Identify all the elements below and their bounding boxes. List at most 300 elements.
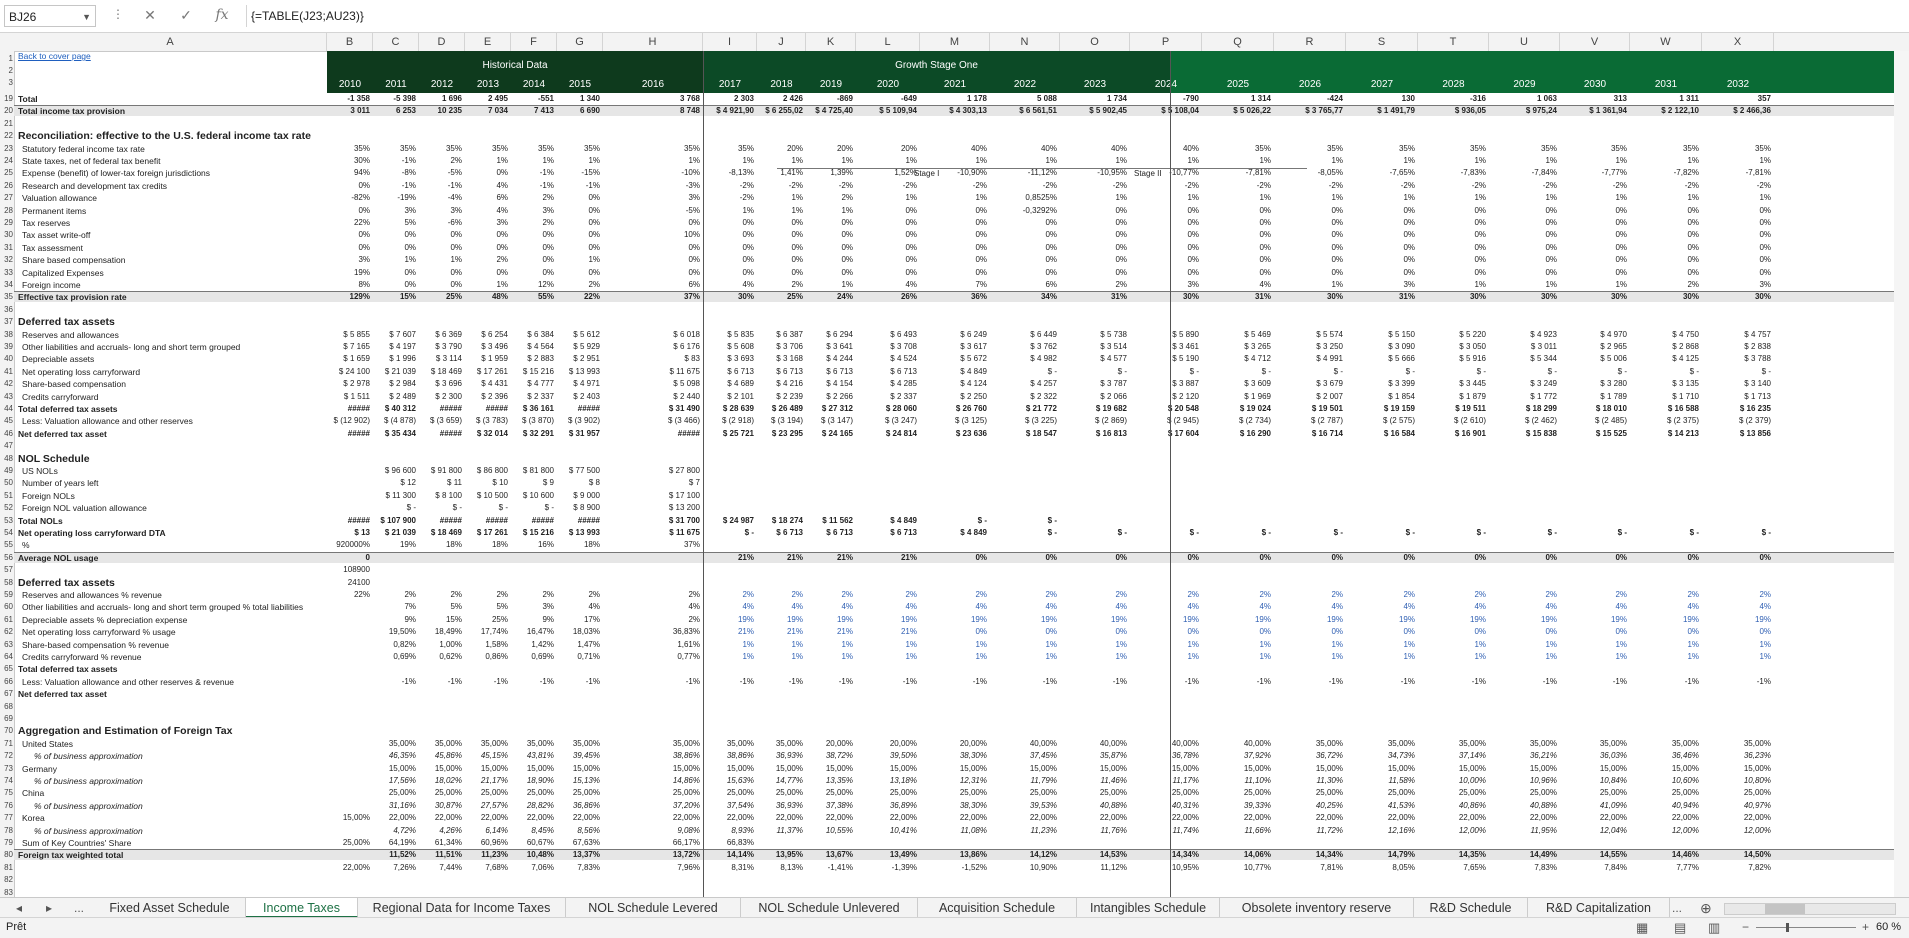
cell[interactable]: $ 3 399 <box>1388 379 1415 389</box>
row-number[interactable]: 31 <box>4 242 13 252</box>
column-header-f[interactable]: F <box>511 33 557 51</box>
cell[interactable]: 1% <box>841 639 853 649</box>
cell[interactable]: $ 4 970 <box>1600 329 1627 339</box>
cell[interactable]: 8,13% <box>780 862 803 872</box>
cell[interactable]: 0% <box>1687 230 1699 240</box>
cell[interactable]: $ 1 659 <box>343 354 370 364</box>
cell[interactable]: 13,72% <box>672 850 700 860</box>
cell[interactable]: $ 11 562 <box>822 515 853 525</box>
cell[interactable]: 35,00% <box>572 738 600 748</box>
cell[interactable]: 37,92% <box>1243 751 1271 761</box>
cell[interactable]: $ - <box>1333 366 1343 376</box>
cell[interactable]: 0% <box>791 255 803 265</box>
cell[interactable]: 37,45% <box>1029 751 1057 761</box>
cell[interactable]: $ (3 194) <box>770 416 803 426</box>
cell[interactable]: 108900 <box>343 565 370 575</box>
cell[interactable]: 35,00% <box>526 738 554 748</box>
column-header-j[interactable]: J <box>757 33 806 51</box>
column-header-w[interactable]: W <box>1630 33 1702 51</box>
cell[interactable]: $ 1 959 <box>481 354 508 364</box>
cell[interactable]: 0% <box>1115 218 1127 227</box>
cell[interactable]: 0% <box>1615 627 1627 637</box>
cell[interactable]: 1% <box>1115 193 1127 203</box>
cell[interactable]: 0% <box>742 267 754 277</box>
cell[interactable]: $ 5 916 <box>1459 354 1486 364</box>
cell[interactable]: -82% <box>351 193 370 203</box>
cell[interactable]: -5% <box>447 168 462 178</box>
cell[interactable]: 25,00% <box>526 788 554 798</box>
cell[interactable]: 35% <box>537 143 554 153</box>
row-number[interactable]: 26 <box>4 180 13 190</box>
row-number[interactable]: 30 <box>4 230 13 240</box>
cell[interactable]: 0% <box>1403 255 1415 265</box>
cell[interactable]: 40,88% <box>1529 800 1557 810</box>
cell[interactable]: 35,00% <box>1315 738 1343 748</box>
cell[interactable]: 13,37% <box>572 850 600 860</box>
cell[interactable]: 0% <box>742 242 754 252</box>
cell[interactable]: $ 5 666 <box>1388 354 1415 364</box>
cell[interactable]: ##### <box>485 515 508 525</box>
cell[interactable]: $ 3 790 <box>435 342 462 351</box>
cell[interactable]: 0% <box>1115 242 1127 252</box>
cell[interactable]: 2% <box>841 193 853 203</box>
cell[interactable]: -6% <box>447 218 462 227</box>
cell[interactable]: 2% <box>905 590 917 599</box>
cell[interactable]: $ 6 561,51 <box>1019 106 1057 116</box>
cell[interactable]: $ 31 700 <box>668 515 700 525</box>
row-number[interactable]: 68 <box>4 701 13 711</box>
cell[interactable]: $ 2 266 <box>826 391 853 401</box>
cell[interactable]: $ 21 772 <box>1025 404 1057 413</box>
cell[interactable]: $ 3 135 <box>1672 379 1699 389</box>
cell[interactable]: $ 4 777 <box>527 379 554 389</box>
cell[interactable]: $ - <box>498 503 508 513</box>
cell[interactable]: 1% <box>1615 193 1627 203</box>
cell[interactable]: 0% <box>1259 552 1271 562</box>
cell[interactable]: 12,31% <box>959 776 987 785</box>
cell[interactable]: 40,31% <box>1171 800 1199 810</box>
cell[interactable]: -2% <box>1542 180 1557 190</box>
cell[interactable]: 0% <box>358 230 370 240</box>
cell[interactable]: 0% <box>1045 242 1057 252</box>
cell[interactable]: 4% <box>1545 602 1557 612</box>
cell[interactable]: 20% <box>836 143 853 153</box>
cell[interactable]: 11,52% <box>389 850 416 860</box>
cell[interactable]: 14,46% <box>1671 850 1699 860</box>
cell[interactable]: $ 3 887 <box>1172 379 1199 389</box>
cell[interactable]: -7,83% <box>1460 168 1486 178</box>
cell[interactable]: 19% <box>737 614 754 624</box>
cell[interactable]: $ (2 734) <box>1238 416 1271 426</box>
cell[interactable]: $ 7 165 <box>343 342 370 351</box>
cell[interactable]: $ 7 607 <box>389 329 416 339</box>
cell[interactable]: -1% <box>1756 676 1771 686</box>
cell[interactable]: $ 4 689 <box>727 379 754 389</box>
cell[interactable]: $ 23 295 <box>771 428 803 438</box>
cell[interactable]: $ 1 996 <box>389 354 416 364</box>
cell[interactable]: 0% <box>1687 552 1699 562</box>
cell[interactable]: 0% <box>975 627 987 637</box>
cell[interactable]: 0% <box>404 280 416 289</box>
cell[interactable]: 0% <box>1187 627 1199 637</box>
row-number[interactable]: 46 <box>4 428 13 438</box>
cell[interactable]: 35,00% <box>1458 738 1486 748</box>
cell[interactable]: 1% <box>975 652 987 661</box>
cell[interactable]: $ 16 813 <box>1095 428 1127 438</box>
cell[interactable]: 0% <box>588 218 600 227</box>
cell[interactable]: 7,84% <box>1604 862 1627 872</box>
cell[interactable]: 1% <box>1403 156 1415 165</box>
cell[interactable]: ##### <box>439 404 462 413</box>
name-box[interactable] <box>4 5 96 27</box>
cell[interactable]: $ 13 993 <box>568 528 600 537</box>
cell[interactable]: 35% <box>399 143 416 153</box>
cell[interactable]: 8,93% <box>731 825 754 835</box>
cell[interactable]: 18% <box>445 540 462 550</box>
cell[interactable]: $ 10 500 <box>476 490 508 500</box>
cell[interactable]: 22,00% <box>726 813 754 823</box>
cell[interactable]: $ 18 469 <box>430 366 462 376</box>
cell[interactable]: 11,76% <box>1100 825 1127 835</box>
cell[interactable]: 22,00% <box>434 813 462 823</box>
cell[interactable]: 37% <box>683 292 700 302</box>
cell[interactable]: 15,00% <box>1243 763 1271 773</box>
cell[interactable]: $ - <box>1547 528 1557 537</box>
sheet-tab[interactable]: Intangibles Schedule <box>1077 898 1220 918</box>
cell[interactable]: $ 4 982 <box>1030 354 1057 364</box>
cell[interactable]: 0% <box>1759 627 1771 637</box>
cell[interactable]: 15,00% <box>434 763 462 773</box>
cell[interactable]: 1% <box>1259 156 1271 165</box>
cell[interactable]: $ 2 838 <box>1744 342 1771 351</box>
sheet-grid[interactable] <box>14 51 1894 897</box>
cell[interactable]: $ 3 641 <box>826 342 853 351</box>
cell[interactable]: 36% <box>970 292 987 302</box>
cell[interactable]: 13,95% <box>775 850 803 860</box>
cell[interactable]: 22,00% <box>1458 813 1486 823</box>
cell[interactable]: 0% <box>1331 627 1343 637</box>
cell[interactable]: ##### <box>347 428 370 438</box>
cell[interactable]: $ 6 713 <box>776 528 803 537</box>
cell[interactable]: 22,00% <box>825 813 853 823</box>
cell[interactable]: 0% <box>905 205 917 215</box>
cell[interactable]: 6,14% <box>485 825 508 835</box>
cell[interactable]: 0% <box>742 255 754 265</box>
cell[interactable]: 129% <box>349 292 370 302</box>
cell[interactable]: 40% <box>970 143 987 153</box>
row-number[interactable]: 39 <box>4 342 13 351</box>
cell[interactable]: $ (2 485) <box>1594 416 1627 426</box>
cell[interactable]: 17,56% <box>388 776 416 785</box>
cell[interactable]: 2% <box>496 590 508 599</box>
cell[interactable]: 0% <box>1403 267 1415 277</box>
row-number[interactable]: 80 <box>4 850 13 860</box>
cell[interactable]: $ 3 788 <box>1744 354 1771 364</box>
cell[interactable]: $ 10 600 <box>522 490 554 500</box>
cell[interactable]: 22,00% <box>1599 813 1627 823</box>
cell[interactable]: 1 311 <box>1679 94 1699 103</box>
cell[interactable]: 2% <box>588 590 600 599</box>
cell[interactable]: 15,00% <box>726 763 754 773</box>
cell[interactable]: $ (2 462) <box>1524 416 1557 426</box>
row-number[interactable]: 23 <box>4 143 13 153</box>
cell[interactable]: 3% <box>450 205 462 215</box>
cell[interactable]: 25,00% <box>1458 788 1486 798</box>
cell[interactable]: $ 1 491,79 <box>1377 106 1415 116</box>
horizontal-scrollbar[interactable] <box>1724 903 1896 915</box>
cell[interactable]: 1% <box>1187 156 1199 165</box>
cell[interactable]: 25,00% <box>1671 788 1699 798</box>
cell[interactable]: 37,38% <box>825 800 853 810</box>
cell[interactable]: 2% <box>450 156 462 165</box>
row-number[interactable]: 58 <box>4 577 13 587</box>
cell[interactable]: $ - <box>1117 366 1127 376</box>
cell[interactable]: 1% <box>1259 652 1271 661</box>
cell[interactable]: 1 178 <box>966 94 987 103</box>
cell[interactable]: -1% <box>1328 676 1343 686</box>
cell[interactable]: -1% <box>401 676 416 686</box>
cell[interactable]: $ 5 835 <box>727 329 754 339</box>
row-number[interactable]: 38 <box>4 329 13 339</box>
column-header-l[interactable]: L <box>856 33 920 51</box>
row-number[interactable]: 20 <box>4 106 13 116</box>
cell[interactable]: 30% <box>1540 292 1557 302</box>
row-number[interactable]: 2 <box>8 66 13 75</box>
cell[interactable]: $ 4 197 <box>389 342 416 351</box>
cell[interactable]: 25,00% <box>726 788 754 798</box>
cell[interactable]: 11,72% <box>1316 825 1343 835</box>
cell[interactable]: 27,57% <box>480 800 508 810</box>
cell[interactable]: 10,00% <box>1458 776 1486 785</box>
cell[interactable]: 7,65% <box>1463 862 1486 872</box>
cell[interactable]: $ 11 <box>447 478 462 488</box>
cell[interactable]: 40,97% <box>1743 800 1771 810</box>
cell[interactable]: -8% <box>401 168 416 178</box>
column-header-o[interactable]: O <box>1060 33 1130 51</box>
cell[interactable]: -1% <box>902 676 917 686</box>
cell[interactable]: 1% <box>1545 280 1557 289</box>
cell[interactable]: 25,00% <box>1529 788 1557 798</box>
cell[interactable]: 0% <box>1403 218 1415 227</box>
cell[interactable]: $ (3 902) <box>567 416 600 426</box>
cell[interactable]: $ 31 490 <box>668 404 700 413</box>
cell[interactable]: -2% <box>972 180 987 190</box>
cell[interactable]: 0% <box>1687 218 1699 227</box>
cell[interactable]: 15,13% <box>572 776 600 785</box>
cell[interactable]: $ 4 431 <box>481 379 508 389</box>
cell[interactable]: -1% <box>1612 676 1627 686</box>
cell[interactable]: 19,50% <box>388 627 416 637</box>
cell[interactable]: 15,63% <box>726 776 754 785</box>
cell[interactable]: ##### <box>439 515 462 525</box>
cell[interactable]: 0% <box>1615 552 1627 562</box>
cell[interactable]: 1% <box>975 193 987 203</box>
cell[interactable]: 35% <box>1469 143 1486 153</box>
cell[interactable]: $ 3 496 <box>481 342 508 351</box>
sheet-tab[interactable]: NOL Schedule Levered <box>566 898 741 918</box>
cell[interactable]: -19% <box>397 193 416 203</box>
cell[interactable]: 22,00% <box>959 813 987 823</box>
cell[interactable]: 0% <box>1545 267 1557 277</box>
cell[interactable]: 0% <box>1545 218 1557 227</box>
cell[interactable]: $ 86 800 <box>476 466 508 475</box>
cell[interactable]: 25% <box>786 292 803 302</box>
cell[interactable]: 130 <box>1401 94 1415 103</box>
cell[interactable]: $ - <box>1261 366 1271 376</box>
cell[interactable]: -10% <box>681 168 700 178</box>
cell[interactable]: $ 24 987 <box>722 515 754 525</box>
cell[interactable]: 25,00% <box>1099 788 1127 798</box>
cell[interactable]: -7,77% <box>1601 168 1627 178</box>
cancel-icon[interactable]: ✕ <box>144 7 156 23</box>
cell[interactable]: 2% <box>791 590 803 599</box>
cell[interactable]: 2 426 <box>782 94 803 103</box>
scroll-thumb[interactable] <box>1765 904 1805 914</box>
cell[interactable]: 39,45% <box>572 751 600 761</box>
cell[interactable]: 35,00% <box>1599 738 1627 748</box>
cell[interactable]: $ 13 856 <box>1739 428 1771 438</box>
row-number[interactable]: 34 <box>4 280 13 289</box>
row-number[interactable]: 76 <box>4 800 13 810</box>
cell[interactable]: 15,00% <box>572 763 600 773</box>
cell[interactable]: 1% <box>1759 156 1771 165</box>
cell[interactable]: $ 2 239 <box>776 391 803 401</box>
sheet-tab[interactable]: Acquisition Schedule <box>918 898 1077 918</box>
cell[interactable]: 13,49% <box>889 850 917 860</box>
cell[interactable]: 1% <box>404 255 416 265</box>
cell[interactable]: 34% <box>1040 292 1057 302</box>
cell[interactable]: 1% <box>1259 193 1271 203</box>
column-header-e[interactable]: E <box>465 33 511 51</box>
cell[interactable]: 14,55% <box>1599 850 1627 860</box>
cell[interactable]: 1% <box>496 280 508 289</box>
row-number[interactable]: 69 <box>4 714 13 723</box>
cell[interactable]: $ 11 675 <box>669 366 700 376</box>
cell[interactable]: $ (3 225) <box>1024 416 1057 426</box>
cell[interactable]: 66,83% <box>726 838 754 847</box>
cell[interactable]: 1% <box>688 156 700 165</box>
cell[interactable]: 0% <box>1259 242 1271 252</box>
cell[interactable]: $ 2 300 <box>435 391 462 401</box>
cell[interactable]: 18,49% <box>434 627 462 637</box>
cell[interactable]: 37,14% <box>1458 751 1486 761</box>
cell[interactable]: 14,79% <box>1387 850 1415 860</box>
cell[interactable]: 25% <box>491 614 508 624</box>
cell[interactable]: 15,00% <box>1599 763 1627 773</box>
cell[interactable]: $ 6 713 <box>727 366 754 376</box>
more-options-icon[interactable]: ⋮ <box>112 7 124 21</box>
cell[interactable]: 25,00% <box>1599 788 1627 798</box>
cell[interactable]: -649 <box>900 94 917 103</box>
cell[interactable]: 0% <box>1045 255 1057 265</box>
cell[interactable]: $ 6 713 <box>776 366 803 376</box>
row-number[interactable]: 66 <box>4 676 13 686</box>
cell[interactable]: 1% <box>450 255 462 265</box>
row-number[interactable]: 35 <box>4 292 13 302</box>
cell[interactable]: $ 19 682 <box>1095 404 1127 413</box>
cell[interactable]: 0% <box>1331 255 1343 265</box>
cell[interactable]: $ 5 109,94 <box>879 106 917 116</box>
cell[interactable]: $ 21 039 <box>384 528 416 537</box>
cell[interactable]: 0% <box>1115 230 1127 240</box>
row-number[interactable]: 81 <box>4 862 13 872</box>
cell[interactable]: $ 2 403 <box>573 391 600 401</box>
cell[interactable]: 25,00% <box>434 788 462 798</box>
cell[interactable]: 0% <box>841 230 853 240</box>
cell[interactable]: 0% <box>688 255 700 265</box>
cell[interactable]: -2% <box>1684 180 1699 190</box>
cell[interactable]: $ (4 878) <box>383 416 416 426</box>
cell[interactable]: 7 034 <box>487 106 508 116</box>
cell[interactable]: 1 696 <box>441 94 462 103</box>
cell[interactable]: 45,15% <box>480 751 508 761</box>
cell[interactable]: 4% <box>1115 602 1127 612</box>
cell[interactable]: 2 303 <box>733 94 754 103</box>
cell[interactable]: 0% <box>1187 218 1199 227</box>
cell[interactable]: $ (2 945) <box>1166 416 1199 426</box>
cell[interactable]: 21% <box>900 627 917 637</box>
cell[interactable]: 1% <box>1187 639 1199 649</box>
cell[interactable]: 0% <box>1687 267 1699 277</box>
cell[interactable]: $ 4 849 <box>960 528 987 537</box>
cell[interactable]: 12,16% <box>1387 825 1415 835</box>
cell[interactable]: $ 6 369 <box>435 329 462 339</box>
cell[interactable]: 1% <box>1615 280 1627 289</box>
cell[interactable]: 8% <box>358 280 370 289</box>
cell[interactable]: $ 26 489 <box>771 404 803 413</box>
cell[interactable]: 40,00% <box>1029 738 1057 748</box>
cell[interactable]: 5 088 <box>1036 94 1057 103</box>
cell[interactable]: 66,17% <box>672 838 700 847</box>
cell[interactable]: 20,00% <box>889 738 917 748</box>
cell[interactable]: 55% <box>537 292 554 302</box>
cell[interactable]: 67,63% <box>572 838 600 847</box>
cell[interactable]: 22,00% <box>1029 813 1057 823</box>
cell[interactable]: $ 3 140 <box>1744 379 1771 389</box>
cell[interactable]: 0% <box>1474 627 1486 637</box>
row-number[interactable]: 43 <box>4 391 13 401</box>
cell[interactable]: ##### <box>577 404 600 413</box>
cell[interactable]: 2% <box>1187 590 1199 599</box>
cell[interactable]: $ 6 254 <box>481 329 508 339</box>
cell[interactable]: 22,00% <box>1243 813 1271 823</box>
cell[interactable]: $ 5 220 <box>1459 329 1486 339</box>
cell[interactable]: 0% <box>1545 205 1557 215</box>
cell[interactable]: 15,00% <box>1671 763 1699 773</box>
cell[interactable]: 1 063 <box>1536 94 1557 103</box>
cell[interactable]: 0% <box>975 205 987 215</box>
cell[interactable]: $ (12 902) <box>333 416 370 426</box>
cell[interactable]: 7,83% <box>577 862 600 872</box>
cell[interactable]: -4% <box>447 193 462 203</box>
cell[interactable]: $ 5 738 <box>1100 329 1127 339</box>
cell[interactable]: 1% <box>1331 280 1343 289</box>
cell[interactable]: 35,00% <box>434 738 462 748</box>
cell[interactable]: 35% <box>583 143 600 153</box>
cell[interactable]: 25,00% <box>480 788 508 798</box>
cell[interactable]: 30% <box>737 292 754 302</box>
row-number[interactable]: 52 <box>4 503 13 513</box>
cell[interactable]: 22,00% <box>1099 813 1127 823</box>
cell[interactable]: 0% <box>841 218 853 227</box>
cell[interactable]: 15,00% <box>825 763 853 773</box>
cell[interactable]: $ 2 101 <box>727 391 754 401</box>
cell[interactable]: 7,82% <box>1748 862 1771 872</box>
cell[interactable]: 15,00% <box>1171 763 1199 773</box>
cell[interactable]: $ 4 849 <box>890 515 917 525</box>
cell[interactable]: 18,90% <box>526 776 554 785</box>
cell[interactable]: 0% <box>1759 230 1771 240</box>
